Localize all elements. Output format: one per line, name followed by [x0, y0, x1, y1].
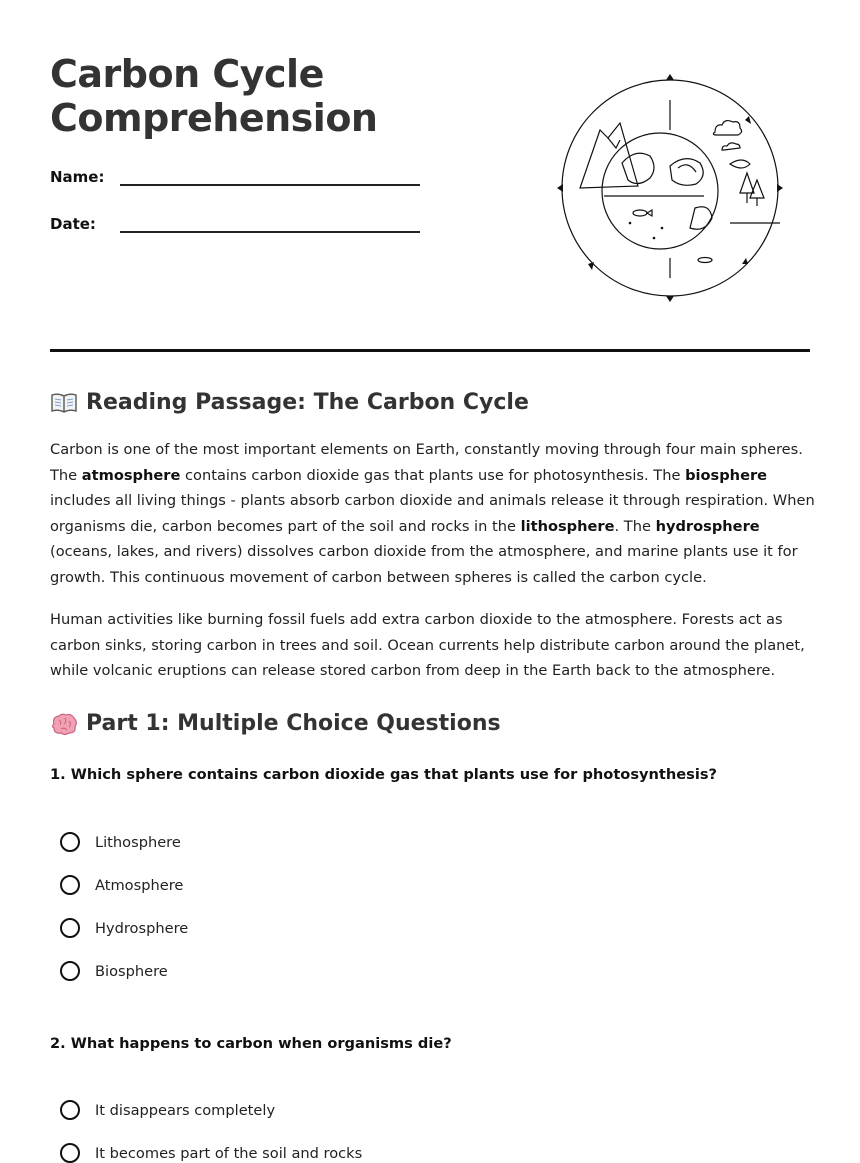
fish-1	[633, 210, 647, 216]
radio-button[interactable]	[60, 1143, 80, 1163]
tree-1	[740, 173, 754, 193]
question-1: 1. Which sphere contains carbon dioxide gas that plants use for photosynthesis?	[50, 766, 718, 783]
page-title: Carbon Cycle Comprehension	[50, 52, 378, 140]
earth-globe	[602, 133, 718, 249]
radio-button[interactable]	[60, 961, 80, 981]
arrow-right	[777, 184, 783, 192]
name-field	[50, 166, 420, 186]
term-atmosphere: atmosphere	[81, 466, 181, 484]
date-label: Date:	[50, 215, 96, 233]
term-hydrosphere: hydrosphere	[655, 517, 760, 535]
date-field	[50, 213, 420, 233]
cloud-2	[722, 143, 740, 150]
term-lithosphere: lithosphere	[520, 517, 615, 535]
q1-option-1[interactable]: Lithosphere	[60, 832, 181, 852]
island	[690, 207, 712, 230]
q1-option-2[interactable]: Atmosphere	[60, 875, 183, 895]
mountain	[580, 123, 638, 188]
q2-option-1[interactable]: It disappears completely	[60, 1100, 275, 1120]
name-label: Name:	[50, 168, 105, 186]
part1-heading: Part 1: Multiple Choice Questions	[50, 711, 501, 736]
carbon-cycle-illustration	[550, 68, 790, 308]
radio-button[interactable]	[60, 1100, 80, 1120]
arrow-lower-left	[588, 262, 594, 270]
arrow-lower-right	[742, 258, 748, 264]
radio-button[interactable]	[60, 918, 80, 938]
wave	[670, 159, 703, 186]
q1-option-4[interactable]: Biosphere	[60, 961, 168, 981]
reading-paragraph-2: Human activities like burning fossil fuels add extra carbon dioxide to the atmosphere. Forests act as carbon sinks, storing carbon in trees and soil. Ocean currents help distribute carbon around the planet, while volcanic eruptions can release stored carbon from deep in the Earth back to the atmosphere.	[50, 611, 805, 680]
open-book-icon	[50, 391, 78, 415]
arrow-bottom	[666, 296, 674, 302]
date-line[interactable]	[120, 213, 420, 233]
arrow-top	[666, 74, 674, 80]
arrow-upper-right	[745, 116, 751, 124]
cloud-1	[713, 121, 741, 135]
q2-option-2[interactable]: It becomes part of the soil and rocks	[60, 1143, 362, 1163]
term-biosphere: biosphere	[685, 466, 768, 484]
q1-option-3[interactable]: Hydrosphere	[60, 918, 188, 938]
land-mass	[622, 153, 654, 183]
arrow-left	[557, 184, 563, 192]
question-2: 2. What happens to carbon when organisms die?	[50, 1035, 452, 1052]
fish-2	[698, 258, 712, 263]
leaf	[730, 160, 750, 168]
radio-button[interactable]	[60, 875, 80, 895]
brain-icon	[50, 712, 78, 736]
reading-paragraph-1: Carbon is one of the most important elements on Earth, constantly moving through four main spheres. The atmosphere contains carbon dioxide gas that plants use for photosynthesis. The biosphere includes all living things - plants absorb carbon dioxide and animals release it through respiration. When organisms die, carbon becomes part of the soil and rocks in the lithosphere. The hydrosphere (oceans, lakes, and rivers) dissolves carbon dioxide from the atmosphere, and marine plants use it for growth. This continuous movement of carbon between spheres is called the carbon cycle.	[50, 441, 815, 586]
name-line[interactable]	[120, 166, 420, 186]
radio-button[interactable]	[60, 832, 80, 852]
section-divider	[50, 349, 810, 352]
reading-heading: Reading Passage: The Carbon Cycle	[50, 390, 529, 415]
